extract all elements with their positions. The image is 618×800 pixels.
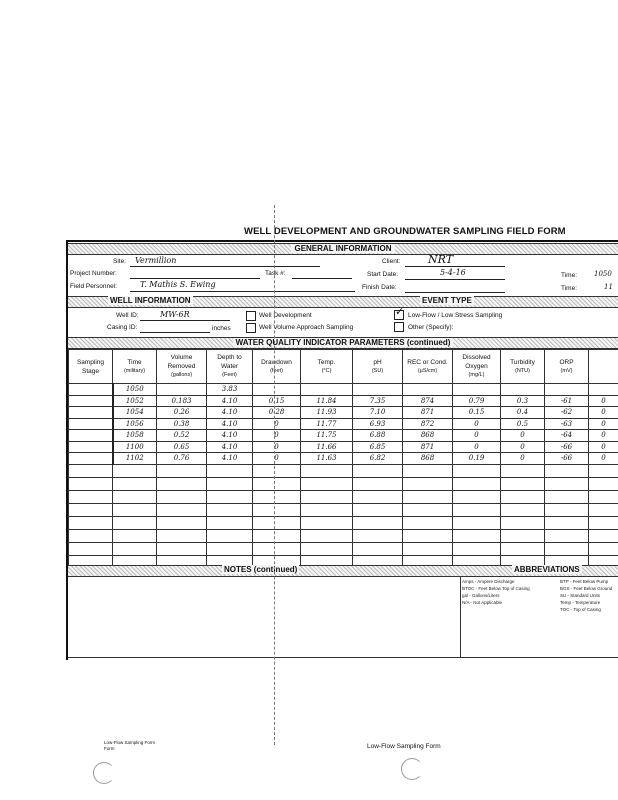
- column-header-label: Volume Removed: [167, 354, 196, 370]
- other-label: Other (Specify):: [408, 324, 454, 331]
- field-personnel-label: Field Personnel:: [70, 283, 117, 290]
- table-cell[interactable]: [207, 542, 253, 555]
- table-cell[interactable]: [69, 477, 113, 490]
- table-cell[interactable]: [589, 464, 618, 477]
- table-cell[interactable]: 0.52: [157, 430, 207, 442]
- table-cell[interactable]: 868: [403, 430, 453, 442]
- table-cell[interactable]: 11.77: [301, 418, 353, 430]
- table-cell[interactable]: -66: [545, 441, 589, 453]
- table-cell[interactable]: [301, 384, 353, 396]
- table-cell[interactable]: [403, 529, 453, 542]
- table-cell[interactable]: [253, 477, 301, 490]
- notes-area[interactable]: [68, 577, 461, 657]
- table-cell[interactable]: [301, 529, 353, 542]
- well-id-value[interactable]: MW-6R: [160, 310, 190, 319]
- site-label: Site:: [113, 258, 127, 265]
- table-cell[interactable]: [113, 516, 157, 529]
- casing-id-line: [140, 332, 210, 333]
- task-label: Task #:: [265, 270, 286, 277]
- table-cell[interactable]: [403, 477, 453, 490]
- table-cell[interactable]: 4.10: [207, 441, 253, 453]
- column-header-label: Dissolved Oxygen: [462, 354, 491, 370]
- table-cell[interactable]: 11.75: [301, 430, 353, 442]
- table-cell[interactable]: [353, 477, 403, 490]
- column-header: [545, 350, 589, 384]
- abbr-right-3: SU - Standard Units: [560, 593, 601, 598]
- table-cell[interactable]: [453, 490, 501, 503]
- table-cell[interactable]: 1056: [113, 418, 157, 430]
- table-cell[interactable]: [253, 529, 301, 542]
- table-cell[interactable]: 874: [403, 395, 453, 407]
- table-cell[interactable]: 4.10: [207, 407, 253, 419]
- punch-hole-icon: [93, 762, 115, 784]
- column-header: [501, 350, 545, 384]
- table-cell[interactable]: [353, 384, 403, 396]
- table-cell[interactable]: [545, 503, 589, 516]
- abbreviations-area: [460, 577, 618, 657]
- table-row-empty: [69, 542, 618, 555]
- column-header-unit: (gallons): [170, 372, 193, 378]
- client-label: Client:: [382, 258, 401, 265]
- table-row-empty: [69, 490, 618, 503]
- table-row-empty: [69, 477, 618, 490]
- column-header-label: Temp.: [317, 358, 336, 366]
- table-cell[interactable]: 4.10: [207, 395, 253, 407]
- table-cell[interactable]: [589, 516, 618, 529]
- table-cell[interactable]: 0: [589, 441, 618, 453]
- footer-center: Low-Flow Sampling Form: [367, 743, 441, 750]
- table-cell[interactable]: [545, 516, 589, 529]
- table-cell[interactable]: [353, 542, 403, 555]
- table-cell[interactable]: [501, 516, 545, 529]
- table-cell[interactable]: [207, 516, 253, 529]
- table-cell[interactable]: 868: [403, 453, 453, 465]
- table-cell[interactable]: [501, 503, 545, 516]
- well-id-label: Well ID:: [116, 312, 139, 319]
- table-cell[interactable]: [253, 542, 301, 555]
- table-cell[interactable]: [113, 542, 157, 555]
- table-cell[interactable]: [453, 529, 501, 542]
- client-value[interactable]: NRT: [428, 253, 454, 266]
- column-header-label: Turbidity: [510, 358, 535, 366]
- table-cell[interactable]: 0.19: [453, 453, 501, 465]
- table-cell[interactable]: 0.79: [453, 395, 501, 407]
- table-cell[interactable]: 6.85: [353, 441, 403, 453]
- finish-date-line: [405, 292, 505, 293]
- abbr-left-1: Amps - Ampere Discharge: [462, 579, 515, 584]
- table-cell[interactable]: [253, 490, 301, 503]
- table-cell[interactable]: [113, 529, 157, 542]
- table-cell[interactable]: [301, 542, 353, 555]
- time-finish-value[interactable]: 11: [604, 283, 613, 291]
- table-cell[interactable]: 1058: [113, 430, 157, 442]
- table-row: [69, 430, 618, 442]
- form-bottom-rule: [68, 657, 618, 658]
- field-personnel-value[interactable]: T. Mathis S. Ewing: [140, 280, 216, 289]
- table-cell[interactable]: [353, 464, 403, 477]
- table-cell[interactable]: [69, 418, 113, 430]
- table-cell[interactable]: 0.15: [253, 395, 301, 407]
- table-cell[interactable]: [353, 503, 403, 516]
- table-cell[interactable]: 872: [403, 418, 453, 430]
- table-cell[interactable]: [453, 477, 501, 490]
- casing-id-label: Casing ID:: [107, 324, 138, 331]
- well-volume-checkbox[interactable]: [246, 323, 256, 333]
- water-quality-title: WATER QUALITY INDICATOR PARAMETERS (continued): [233, 338, 454, 347]
- table-cell[interactable]: [545, 477, 589, 490]
- table-row: [69, 384, 618, 396]
- footer-left-line2: Form: [104, 746, 115, 751]
- time-start-value[interactable]: 1050: [594, 270, 612, 278]
- table-row: [69, 407, 618, 419]
- table-cell[interactable]: 0: [253, 441, 301, 453]
- table-cell[interactable]: [453, 503, 501, 516]
- table-row-empty: [69, 464, 618, 477]
- start-date-line: [405, 279, 505, 280]
- table-cell[interactable]: [501, 384, 545, 396]
- table-cell[interactable]: -61: [545, 395, 589, 407]
- other-checkbox[interactable]: [394, 322, 404, 332]
- table-cell[interactable]: [69, 503, 113, 516]
- footer-left-line1: Low-Flow Sampling Form: [104, 740, 156, 745]
- table-row-empty: [69, 516, 618, 529]
- column-header-unit: (SU): [371, 367, 384, 374]
- abbr-left-2: BTOC - Feet Below Top of Casing: [462, 586, 530, 591]
- table-header-row: [69, 350, 618, 384]
- table-cell[interactable]: [157, 516, 207, 529]
- column-header-unit: (mV): [560, 367, 573, 374]
- column-header: [69, 350, 113, 384]
- table-cell[interactable]: [253, 503, 301, 516]
- notes-title: NOTES (continued): [224, 565, 298, 574]
- table-cell[interactable]: 0: [453, 441, 501, 453]
- table-cell[interactable]: 0: [253, 453, 301, 465]
- table-cell[interactable]: 0.76: [157, 453, 207, 465]
- table-cell[interactable]: [545, 490, 589, 503]
- table-cell[interactable]: [69, 384, 113, 396]
- column-header-unit: (military): [123, 367, 146, 374]
- table-cell[interactable]: [69, 453, 113, 465]
- abbr-right-4: Temp - Temperature: [560, 600, 601, 605]
- column-header-unit: (°C): [321, 367, 332, 374]
- table-cell[interactable]: 0: [589, 418, 618, 430]
- water-quality-header: [68, 337, 618, 349]
- abbr-right-5: TOC - Top of Casing: [560, 607, 601, 612]
- table-cell[interactable]: [69, 441, 113, 453]
- column-header-label: REC or Cond.: [407, 358, 448, 366]
- abbr-left-3: gal - Gallons/Liters: [462, 593, 500, 598]
- field-personnel-line: [130, 291, 355, 292]
- table-cell[interactable]: 0.15: [453, 407, 501, 419]
- table-cell[interactable]: 1052: [113, 395, 157, 407]
- column-header-unit: (NTU): [515, 367, 530, 374]
- abbr-right-2: BGS - Feet Below Ground: [560, 586, 613, 591]
- table-cell[interactable]: 4.10: [207, 453, 253, 465]
- table-cell[interactable]: [501, 542, 545, 555]
- fold-line: [274, 205, 275, 745]
- abbreviations-title: ABBREVIATIONS: [514, 565, 580, 574]
- table-cell[interactable]: [157, 477, 207, 490]
- table-row: [69, 418, 618, 430]
- column-header-unit: (µS/cm): [417, 367, 438, 374]
- table-cell[interactable]: [301, 490, 353, 503]
- table-cell[interactable]: [589, 542, 618, 555]
- column-header-label: Depth to Water: [217, 354, 242, 370]
- column-header: [207, 350, 253, 384]
- table-cell[interactable]: 0.3: [501, 395, 545, 407]
- table-cell[interactable]: 4.10: [207, 430, 253, 442]
- table-row: [69, 441, 618, 453]
- table-cell[interactable]: [69, 529, 113, 542]
- table-cell[interactable]: [589, 503, 618, 516]
- table-cell[interactable]: [207, 529, 253, 542]
- site-line: [130, 266, 320, 267]
- table-cell[interactable]: [501, 529, 545, 542]
- table-cell[interactable]: [501, 490, 545, 503]
- table-cell[interactable]: 0.38: [157, 418, 207, 430]
- table-cell[interactable]: 0: [253, 430, 301, 442]
- water-quality-table: [68, 349, 618, 569]
- table-cell[interactable]: [157, 529, 207, 542]
- table-cell[interactable]: [301, 464, 353, 477]
- well-id-line: [140, 320, 230, 321]
- table-cell[interactable]: [207, 477, 253, 490]
- table-cell[interactable]: [403, 464, 453, 477]
- table-cell[interactable]: 11.84: [301, 395, 353, 407]
- table-cell[interactable]: [69, 490, 113, 503]
- table-cell[interactable]: 11.66: [301, 441, 353, 453]
- table-cell[interactable]: 0.28: [253, 407, 301, 419]
- well-info-title: WELL INFORMATION: [110, 296, 191, 305]
- project-number-label: Project Number:: [70, 270, 117, 277]
- column-header: [113, 350, 157, 384]
- table-cell[interactable]: -62: [545, 407, 589, 419]
- table-cell[interactable]: [207, 490, 253, 503]
- table-cell[interactable]: [545, 542, 589, 555]
- table-cell[interactable]: [113, 464, 157, 477]
- table-cell[interactable]: [157, 464, 207, 477]
- table-cell[interactable]: [403, 384, 453, 396]
- table-cell[interactable]: 3.83: [207, 384, 253, 396]
- general-info-title: GENERAL INFORMATION: [291, 244, 394, 253]
- table-cell[interactable]: [157, 542, 207, 555]
- table-cell[interactable]: [157, 384, 207, 396]
- table-cell[interactable]: [501, 464, 545, 477]
- table-cell[interactable]: 0: [453, 430, 501, 442]
- table-cell[interactable]: [545, 529, 589, 542]
- low-flow-checkbox[interactable]: [394, 305, 405, 320]
- table-cell[interactable]: [453, 516, 501, 529]
- table-cell[interactable]: [453, 542, 501, 555]
- table-cell[interactable]: 11.63: [301, 453, 353, 465]
- table-row: [69, 453, 618, 465]
- column-header: [453, 350, 501, 384]
- table-cell[interactable]: [69, 464, 113, 477]
- abbr-right-1: BTP - Feet Below Pump: [560, 579, 609, 584]
- table-cell[interactable]: 0: [501, 453, 545, 465]
- table-cell[interactable]: [301, 503, 353, 516]
- column-header-label: ORP: [559, 358, 574, 366]
- table-cell[interactable]: [403, 516, 453, 529]
- column-header-unit: (mg/L): [468, 372, 485, 378]
- form-title: WELL DEVELOPMENT AND GROUNDWATER SAMPLING FIELD FORM: [244, 226, 566, 237]
- table-cell[interactable]: 6.88: [353, 430, 403, 442]
- table-cell[interactable]: [207, 503, 253, 516]
- table-cell[interactable]: -66: [545, 453, 589, 465]
- table-cell[interactable]: 11.93: [301, 407, 353, 419]
- table-cell[interactable]: [69, 542, 113, 555]
- client-line: [405, 266, 505, 267]
- column-header-label: pH: [373, 358, 382, 366]
- table-cell[interactable]: [353, 490, 403, 503]
- table-cell[interactable]: 0: [589, 453, 618, 465]
- table-cell[interactable]: 0: [253, 418, 301, 430]
- table-cell[interactable]: [207, 464, 253, 477]
- table-cell[interactable]: [403, 542, 453, 555]
- table-cell[interactable]: 7.10: [353, 407, 403, 419]
- low-flow-label: Low-Flow / Low Stress Sampling: [408, 312, 503, 319]
- column-header-unit: (feet): [270, 367, 283, 374]
- general-info-header: [68, 243, 618, 255]
- table-cell[interactable]: 0.5: [501, 418, 545, 430]
- table-cell[interactable]: [113, 490, 157, 503]
- well-volume-label: Well Volume Approach Sampling: [259, 324, 354, 331]
- table-cell[interactable]: [501, 477, 545, 490]
- table-cell[interactable]: [589, 384, 618, 396]
- table-cell[interactable]: 0: [501, 430, 545, 442]
- table-row-empty: [69, 503, 618, 516]
- table-cell[interactable]: [403, 503, 453, 516]
- table-cell[interactable]: -63: [545, 418, 589, 430]
- table-cell[interactable]: [69, 395, 113, 407]
- table-cell[interactable]: [113, 477, 157, 490]
- task-line: [292, 278, 352, 279]
- table-cell[interactable]: 1100: [113, 441, 157, 453]
- table-cell[interactable]: [157, 490, 207, 503]
- table-cell[interactable]: 6.93: [353, 418, 403, 430]
- well-development-checkbox[interactable]: [246, 311, 256, 321]
- time-finish-label: Time:: [561, 285, 578, 292]
- table-cell[interactable]: [113, 503, 157, 516]
- column-header: [353, 350, 403, 384]
- table-cell[interactable]: [353, 516, 403, 529]
- table-cell[interactable]: [253, 384, 301, 396]
- table-cell[interactable]: 4.10: [207, 418, 253, 430]
- event-type-title: EVENT TYPE: [422, 296, 472, 305]
- table-cell[interactable]: 1050: [113, 384, 157, 396]
- table-cell[interactable]: 0.183: [157, 395, 207, 407]
- table-cell[interactable]: [589, 529, 618, 542]
- table-cell[interactable]: [253, 516, 301, 529]
- table-cell[interactable]: [453, 384, 501, 396]
- table-cell[interactable]: 0.26: [157, 407, 207, 419]
- table-row: [69, 395, 618, 407]
- table-cell[interactable]: [69, 430, 113, 442]
- table-cell[interactable]: [545, 384, 589, 396]
- table-cell[interactable]: [157, 503, 207, 516]
- punch-hole-icon: [401, 758, 423, 780]
- table-cell[interactable]: 0: [589, 430, 618, 442]
- table-cell[interactable]: [545, 464, 589, 477]
- table-cell[interactable]: [301, 516, 353, 529]
- well-development-label: Well Development: [259, 312, 312, 319]
- table-cell[interactable]: 871: [403, 407, 453, 419]
- check-mark-icon: ✓: [395, 305, 405, 318]
- column-header: [589, 350, 618, 384]
- project-number-line: [130, 278, 260, 279]
- column-header: [403, 350, 453, 384]
- table-cell[interactable]: 0: [589, 407, 618, 419]
- table-cell[interactable]: [69, 516, 113, 529]
- table-cell[interactable]: 6.82: [353, 453, 403, 465]
- table-cell[interactable]: 0.4: [501, 407, 545, 419]
- column-header-label: Sampling Stage: [76, 358, 105, 375]
- casing-unit-label: inches: [212, 325, 231, 332]
- column-header: [157, 350, 207, 384]
- table-cell[interactable]: 0: [501, 441, 545, 453]
- table-cell[interactable]: [403, 490, 453, 503]
- table-cell[interactable]: 0: [589, 395, 618, 407]
- table-cell[interactable]: 1102: [113, 453, 157, 465]
- column-header-label: Time: [127, 358, 142, 366]
- time-start-label: Time:: [561, 272, 578, 279]
- start-date-value[interactable]: 5-4-16: [440, 268, 466, 277]
- column-header: [301, 350, 353, 384]
- table-cell[interactable]: [589, 490, 618, 503]
- table-row-empty: [69, 529, 618, 542]
- column-header-unit: (Feet): [222, 372, 237, 378]
- table-cell[interactable]: 871: [403, 441, 453, 453]
- column-header: [253, 350, 301, 384]
- table-cell[interactable]: 7.35: [353, 395, 403, 407]
- abbr-left-4: N/A - Not Applicable: [462, 600, 503, 605]
- table-cell[interactable]: 0: [453, 418, 501, 430]
- column-header-label: Drawdown: [261, 358, 292, 366]
- table-cell[interactable]: [353, 529, 403, 542]
- finish-date-label: Finish Date:: [362, 284, 397, 291]
- table-cell[interactable]: [589, 477, 618, 490]
- table-cell[interactable]: [301, 477, 353, 490]
- table-cell[interactable]: [253, 464, 301, 477]
- table-cell[interactable]: [453, 464, 501, 477]
- site-value[interactable]: Vermillion: [135, 256, 177, 265]
- table-cell[interactable]: 0.65: [157, 441, 207, 453]
- table-cell[interactable]: -64: [545, 430, 589, 442]
- start-date-label: Start Date:: [367, 271, 399, 278]
- table-cell[interactable]: 1054: [113, 407, 157, 419]
- table-cell[interactable]: [69, 407, 113, 419]
